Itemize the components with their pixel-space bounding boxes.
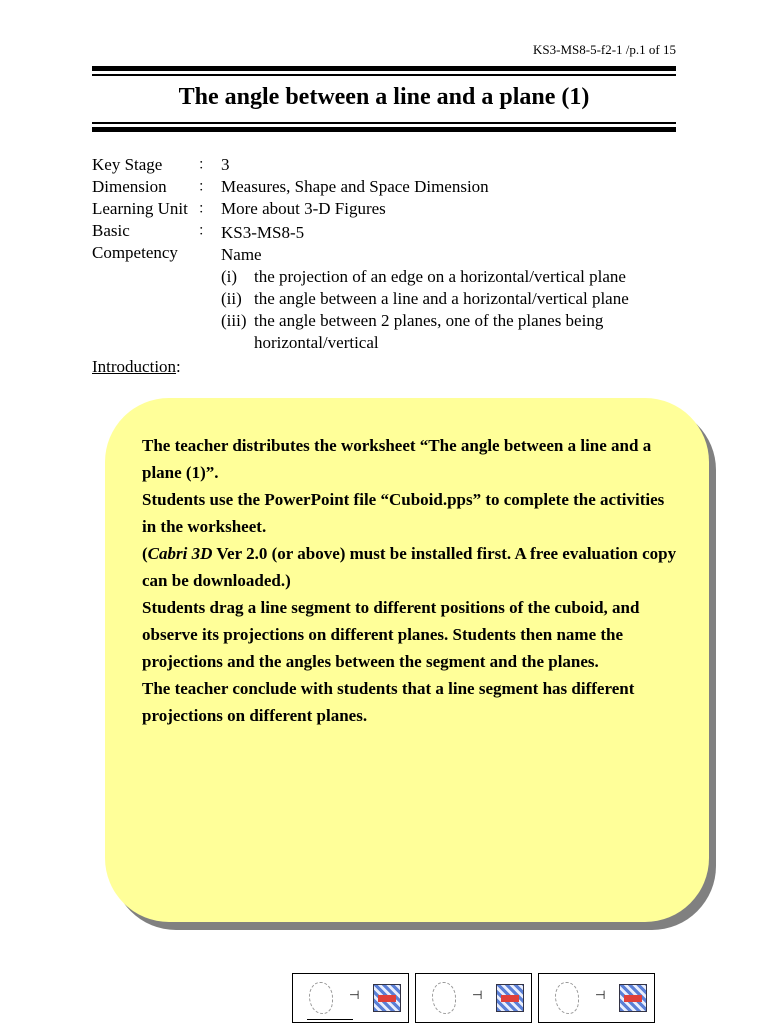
card-paragraph: Students use the PowerPoint file “Cuboid.pps” to complete the activities in the worksheet. [142,490,665,536]
thumbnail [292,973,409,1023]
arrow-icon: ⊣ [595,988,606,1002]
basic-competency-value [221,220,681,354]
shape-icon [432,982,456,1014]
page-title: The angle between a line and a plane (1) [178,84,590,110]
key-stage-value: 3 [221,155,230,174]
dimension-row [92,176,681,198]
list-item-text: the angle between a line and a horizontal/vertical plane [254,289,629,308]
cuboid-image-icon [373,984,401,1012]
introduction-card-text [142,432,682,729]
bottom-rule [92,122,676,132]
dimension-value: Measures, Shape and Space Dimension [221,177,489,196]
metadata-table [92,154,681,354]
page-code: KS3-MS8-5-f2-1 /p.1 of 15 [533,42,676,57]
list-item-text-line2: horizontal/vertical [254,333,379,352]
list-item-number: (i) [221,267,238,286]
introduction-colon: : [176,357,181,376]
arrow-icon: ⊣ [349,988,360,1002]
learning-unit-value: More about 3-D Figures [221,199,386,218]
cuboid-image-icon [496,984,524,1012]
arrow-line [307,1019,353,1020]
competency-intro: Name [221,245,262,264]
list-item-text [254,310,603,354]
list-item-number: (ii) [221,289,242,308]
list-item-text: the projection of an edge on a horizontal/vertical plane [254,267,626,286]
card-paragraph: The teacher conclude with students that a line segment has different projections on different planes. [142,679,635,725]
basic-competency-row [92,220,681,354]
basic-competency-colon: ： [198,223,212,239]
list-item-number: (iii) [221,311,247,330]
top-rule [92,66,676,76]
learning-unit-label: Learning Unit [92,199,188,218]
dimension-label: Dimension [92,177,167,196]
dimension-colon: ： [198,179,212,195]
list-item [221,310,681,354]
footer-thumbnails [292,973,655,1023]
cuboid-image-icon [619,984,647,1012]
key-stage-row [92,154,681,176]
learning-unit-row [92,198,681,220]
basic-competency-label [92,220,198,354]
card-paragraph [142,540,682,594]
key-stage-label: Key Stage [92,155,163,174]
list-item-text-line1: the angle between 2 planes, one of the planes being [254,311,604,330]
thumbnail [538,973,655,1023]
card-paragraph: Students drag a line segment to different positions of the cuboid, and observe its projections on different planes. Students then name the projections and the angles between the segment and the planes. [142,598,640,671]
shape-icon [555,982,579,1014]
basic-competency-label-line2: Competency [92,243,178,262]
list-item [221,288,681,310]
card-paragraph: The teacher distributes the worksheet “The angle between a line and a plane (1)”. [142,436,652,482]
competency-code: KS3-MS8-5 [221,223,305,242]
card-paren: ( [142,544,148,563]
basic-competency-label-line1: Basic [92,221,130,240]
thumbnail [415,973,532,1023]
arrow-icon: ⊣ [472,988,483,1002]
introduction-label: Introduction [92,357,177,376]
software-name: Cabri 3D [147,544,213,563]
card-install-note: Ver 2.0 (or above) must be installed first. A free evaluation copy can be downloaded.) [142,544,677,590]
shape-icon [309,982,333,1014]
introduction-heading [92,357,181,377]
key-stage-colon: ： [198,157,212,173]
learning-unit-colon: ： [198,201,212,217]
list-item [221,266,681,288]
